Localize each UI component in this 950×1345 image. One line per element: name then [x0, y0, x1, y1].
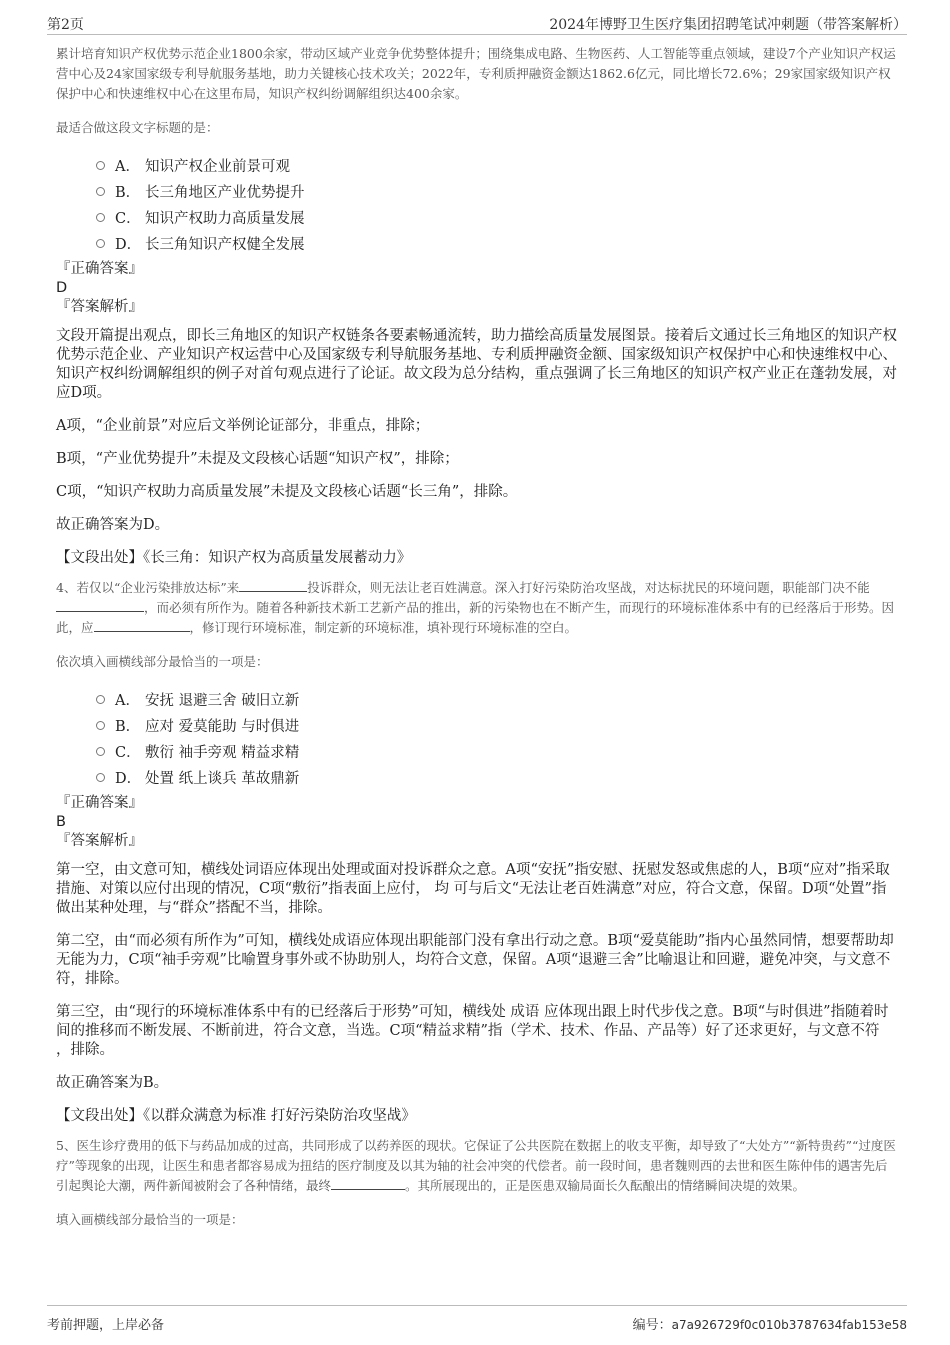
page-number: 第2页	[47, 17, 84, 33]
fill-blank	[56, 599, 144, 612]
q3-analysis-paragraph: A项，“企业前景”对应后文举例论证部分，非重点，排除；	[56, 418, 430, 434]
q5-prompt: 填入画横线部分最恰当的一项是：	[56, 1212, 244, 1227]
document-body	[56, 44, 898, 1230]
radio-icon[interactable]	[96, 747, 105, 756]
fill-blank	[331, 1177, 405, 1190]
q5-passage	[56, 1136, 898, 1196]
q5-passage-part: 5、医生诊疗费用的低下与药品加成的过高，共同形成了以药养医的现状。它保证了公共医院在数据上的收支平衡，却导致了“大处方”“新特贵药”“过度医疗”等现象的出现，让医生和患者都容易成为扭结的医疗制度及以其为轴的社会冲突的代偿者。前一段时间，患者魏则西的去世和医生陈仲伟的遇害先后引起舆论大潮，两件新闻被附会了各种情绪，最终	[56, 1138, 896, 1193]
q4-option-d[interactable]	[96, 764, 898, 790]
radio-icon[interactable]	[96, 239, 105, 248]
q4-analysis-label: 『答案解析』	[56, 833, 143, 849]
option-letter: C．	[115, 744, 141, 761]
q3-options	[96, 152, 898, 256]
q3-passage: 累计培育知识产权优势示范企业1800余家，带动区域产业竞争优势整体提升；围绕集成电路、生物医药、人工智能等重点领域，建设7个产业知识产权运营中心及24家国家级专利导航服务基地，助力关键核心技术攻关；2022年，专利质押融资金额达1862.6亿元，同比增长72.6%；29家国家级知识产权保护中心和快速维权中心在这里布局，知识产权纠纷调解组织达400余家。	[56, 46, 896, 101]
option-text: 知识产权助力高质量发展	[145, 210, 305, 227]
q3-option-a[interactable]	[96, 152, 898, 178]
q4-answer: B	[56, 814, 66, 830]
q4-analysis-paragraph: 第二空，由“而必须有所作为”可知，横线处成语应体现出职能部门没有拿出行动之意。B项“爱莫能助”指内心虽然同情，想要帮助却无能为力，C项“袖手旁观”比喻置身事外或不协助别人，均符合文意，保留。A项“退避三舍”比喻退让和回避，避免冲突，与文意不符，排除。	[56, 933, 894, 987]
q4-source: 【文段出处】《以群众满意为标准 打好污染防治攻坚战》	[56, 1108, 416, 1124]
option-text: 安抚 退避三舍 破旧立新	[145, 692, 300, 709]
q3-option-c[interactable]	[96, 204, 898, 230]
q3-analysis-label: 『答案解析』	[56, 299, 143, 315]
q4-options	[96, 686, 898, 790]
q3-analysis-paragraph: 文段开篇提出观点，即长三角地区的知识产权链条各要素畅通流转，助力描绘高质量发展图景。接着后文通过长三角地区的知识产权优势示范企业、产业知识产权运营中心及国家级专利导航服务基地、专利质押融资金额、国家级知识产权保护中心和快速维权中心、知识产权纠纷调解组织的例子对首句观点进行了论证。故文段为总分结构，重点强调了长三角地区的知识产权产业正在蓬勃发展，对应D项。	[56, 328, 897, 401]
q4-passage	[56, 578, 898, 638]
option-text: 长三角地区产业优势提升	[145, 184, 305, 201]
q4-passage-part: ，修订现行环境标准，制定新的环境标准，填补现行环境标准的空白。	[189, 620, 578, 635]
q4-option-c[interactable]	[96, 738, 898, 764]
option-text: 处置 纸上谈兵 革故鼎新	[145, 770, 300, 787]
radio-icon[interactable]	[96, 721, 105, 730]
fill-blank	[239, 579, 307, 592]
radio-icon[interactable]	[96, 187, 105, 196]
option-text: 应对 爱莫能助 与时俱进	[145, 718, 300, 735]
radio-icon[interactable]	[96, 161, 105, 170]
q4-answer-label: 『正确答案』	[56, 795, 143, 811]
q5-passage-part: 。其所展现出的，正是医患双输局面长久酝酿出的情绪瞬间决堤的效果。	[405, 1178, 806, 1193]
option-letter: D．	[115, 236, 142, 253]
radio-icon[interactable]	[96, 695, 105, 704]
option-letter: A．	[115, 158, 140, 175]
q4-option-b[interactable]	[96, 712, 898, 738]
option-text: 敷衍 袖手旁观 精益求精	[145, 744, 300, 761]
footer-slogan: 考前押题，上岸必备	[47, 1318, 165, 1333]
q3-option-b[interactable]	[96, 178, 898, 204]
option-text: 知识产权企业前景可观	[145, 158, 290, 175]
option-letter: B．	[115, 718, 141, 735]
option-text: 长三角知识产权健全发展	[145, 236, 305, 253]
q3-analysis-paragraph: C项，“知识产权助力高质量发展”未提及文段核心话题“长三角”，排除。	[56, 484, 518, 500]
q4-analysis-paragraph: 第一空，由文意可知，横线处词语应体现出处理或面对投诉群众之意。A项“安抚”指安慰、抚慰发怒或焦虑的人，B项“应对”指采取措施、对策以应付出现的情况，C项“敷衍”指表面上应付， 均 可与后文“无法让老百姓满意”对应，符合文意，保留。D项“处置”指做出某种处理，与“群众”搭配不当，排除。	[56, 862, 890, 916]
q4-passage-part: ，而必须有所作为。随着各种新技术新工艺新产品的推出，新的污染物也在不断产生，而现行的环境标准体系中有的已经落后于形势。因此，应	[56, 600, 895, 635]
q4-option-a[interactable]	[96, 686, 898, 712]
option-letter: D．	[115, 770, 142, 787]
q3-answer-label: 『正确答案』	[56, 261, 143, 277]
q4-prompt: 依次填入画横线部分最恰当的一项是：	[56, 654, 269, 669]
q3-option-d[interactable]	[96, 230, 898, 256]
option-letter: C．	[115, 210, 141, 227]
q3-prompt: 最适合做这段文字标题的是：	[56, 120, 219, 135]
q3-analysis-paragraph: B项，“产业优势提升”未提及文段核心话题“知识产权”，排除；	[56, 451, 459, 467]
page-footer	[47, 1305, 907, 1333]
q4-analysis-paragraph: 故正确答案为B。	[56, 1075, 169, 1091]
document-code-label: 编号：	[632, 1318, 672, 1333]
page-header	[47, 10, 907, 35]
q3-source: 【文段出处】《长三角：知识产权为高质量发展蓄动力》	[56, 550, 412, 566]
document-code	[633, 1314, 907, 1333]
radio-icon[interactable]	[96, 773, 105, 782]
q3-analysis-paragraph: 故正确答案为D。	[56, 517, 170, 533]
fill-blank	[94, 619, 190, 632]
document-code-value: a7a926729f0c010b3787634fab153e58	[671, 1318, 907, 1332]
q4-passage-part: 投诉群众，则无法让老百姓满意。深入打好污染防治攻坚战，对达标扰民的环境问题，职能部门决不能	[307, 580, 870, 595]
radio-icon[interactable]	[96, 213, 105, 222]
document-title: 2024年博野卫生医疗集团招聘笔试冲刺题（带答案解析）	[549, 17, 907, 33]
q4-passage-part: 4、若仅以“企业污染排放达标”来	[56, 580, 240, 595]
option-letter: B．	[115, 184, 141, 201]
q4-analysis-paragraph: 第三空，由“现行的环境标准体系中有的已经落后于形势”可知，横线处 成语 应体现出跟上时代步伐之意。B项“与时俱进”指随着时间的推移而不断发展、不断前进，符合文意，当选。C项“精益求精”指（学术、技术、作品、产品等）好了还求更好，与文意不符 ，排除。	[56, 1004, 889, 1058]
q3-answer: D	[56, 280, 68, 296]
option-letter: A．	[115, 692, 140, 709]
